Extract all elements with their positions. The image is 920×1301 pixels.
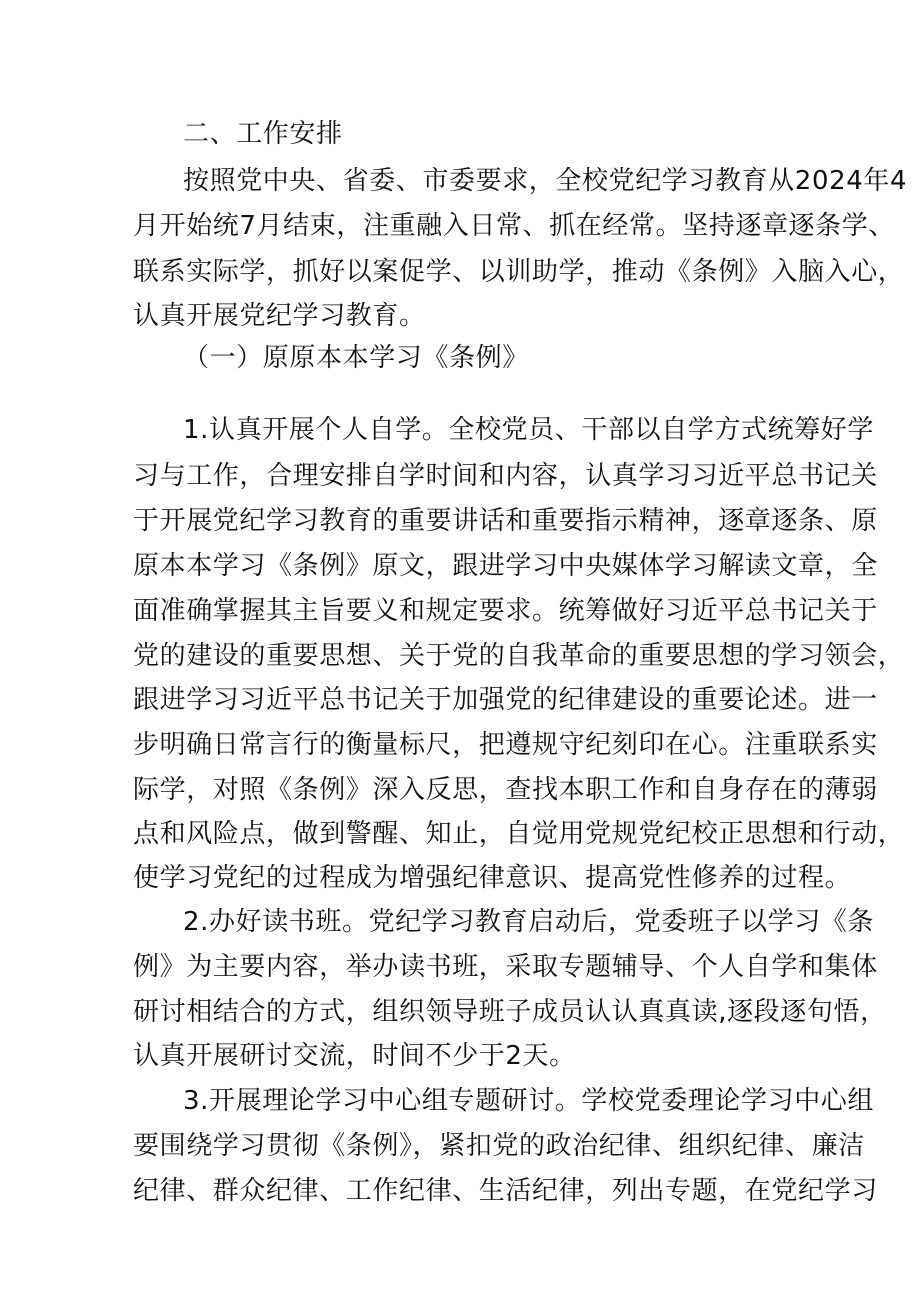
item-1-line: 点和风险点，做到警醒、知止，自觉用党规党纪校正思想和行动， (133, 819, 905, 849)
item-1-line: 跟进学习习近平总书记关于加强党的纪律建设的重要论述。进一 (133, 685, 878, 715)
item-1-line: 际学，对照《条例》深入反思，查找本职工作和自身存在的薄弱 (133, 775, 878, 805)
item-1-line: 党的建设的重要思想、关于党的自我革命的重要思想的学习领会， (133, 641, 905, 671)
item-2-line: 认真开展研讨交流，时间不少于2天。 (133, 1041, 576, 1071)
item-2-line: 例》为主要内容，举办读书班，采取专题辅导、个人自学和集体 (133, 952, 878, 982)
intro-line: 联系实际学，抓好以案促学、以训助学，推动《条例》入脑入心， (133, 257, 905, 287)
item-3-line: 3.开展理论学习中心组专题研讨。学校党委理论学习中心组 (183, 1086, 875, 1116)
item-3-line: 纪律、群众纪律、工作纪律、生活纪律，列出专题，在党纪学习 (133, 1176, 878, 1206)
item-1-line: 于开展党纪学习教育的重要讲话和重要指示精神，逐章逐条、原 (133, 506, 878, 536)
item-1-line: 面准确掌握其主旨要义和规定要求。统筹做好习近平总书记关于 (133, 596, 878, 626)
item-1-line: 使学习党纪的过程成为增强纪律意识、提高党性修养的过程。 (133, 863, 852, 893)
item-3-line: 要围绕学习贯彻《条例》，紧扣党的政治纪律、组织纪律、廉洁 (133, 1131, 865, 1161)
item-2-line: 2.办好读书班。党纪学习教育启动后，党委班子以学习《条 (183, 907, 875, 937)
subsection-heading: （一）原原本本学习《条例》 (183, 343, 529, 373)
item-2-line: 研讨相结合的方式，组织领导班子成员认认真真读,逐段逐句悟， (133, 997, 887, 1027)
item-1-line: 步明确日常言行的衡量标尺，把遵规守纪刻印在心。注重联系实 (133, 730, 878, 760)
intro-line: 按照党中央、省委、市委要求，全校党纪学习教育从2024年4 (183, 166, 908, 196)
item-1-line: 习与工作，合理安排自学时间和内容，认真学习习近平总书记关 (133, 461, 878, 491)
intro-line: 认真开展党纪学习教育。 (133, 301, 426, 331)
intro-line: 月开始统7月结束，注重融入日常、抓在经常。坚持逐章逐条学、 (133, 211, 895, 241)
item-1-line: 1.认真开展个人自学。全校党员、干部以自学方式统筹好学 (183, 415, 875, 445)
item-1-line: 原本本学习《条例》原文，跟进学习中央媒体学习解读文章，全 (133, 551, 878, 581)
section-heading: 二、工作安排 (183, 119, 343, 149)
